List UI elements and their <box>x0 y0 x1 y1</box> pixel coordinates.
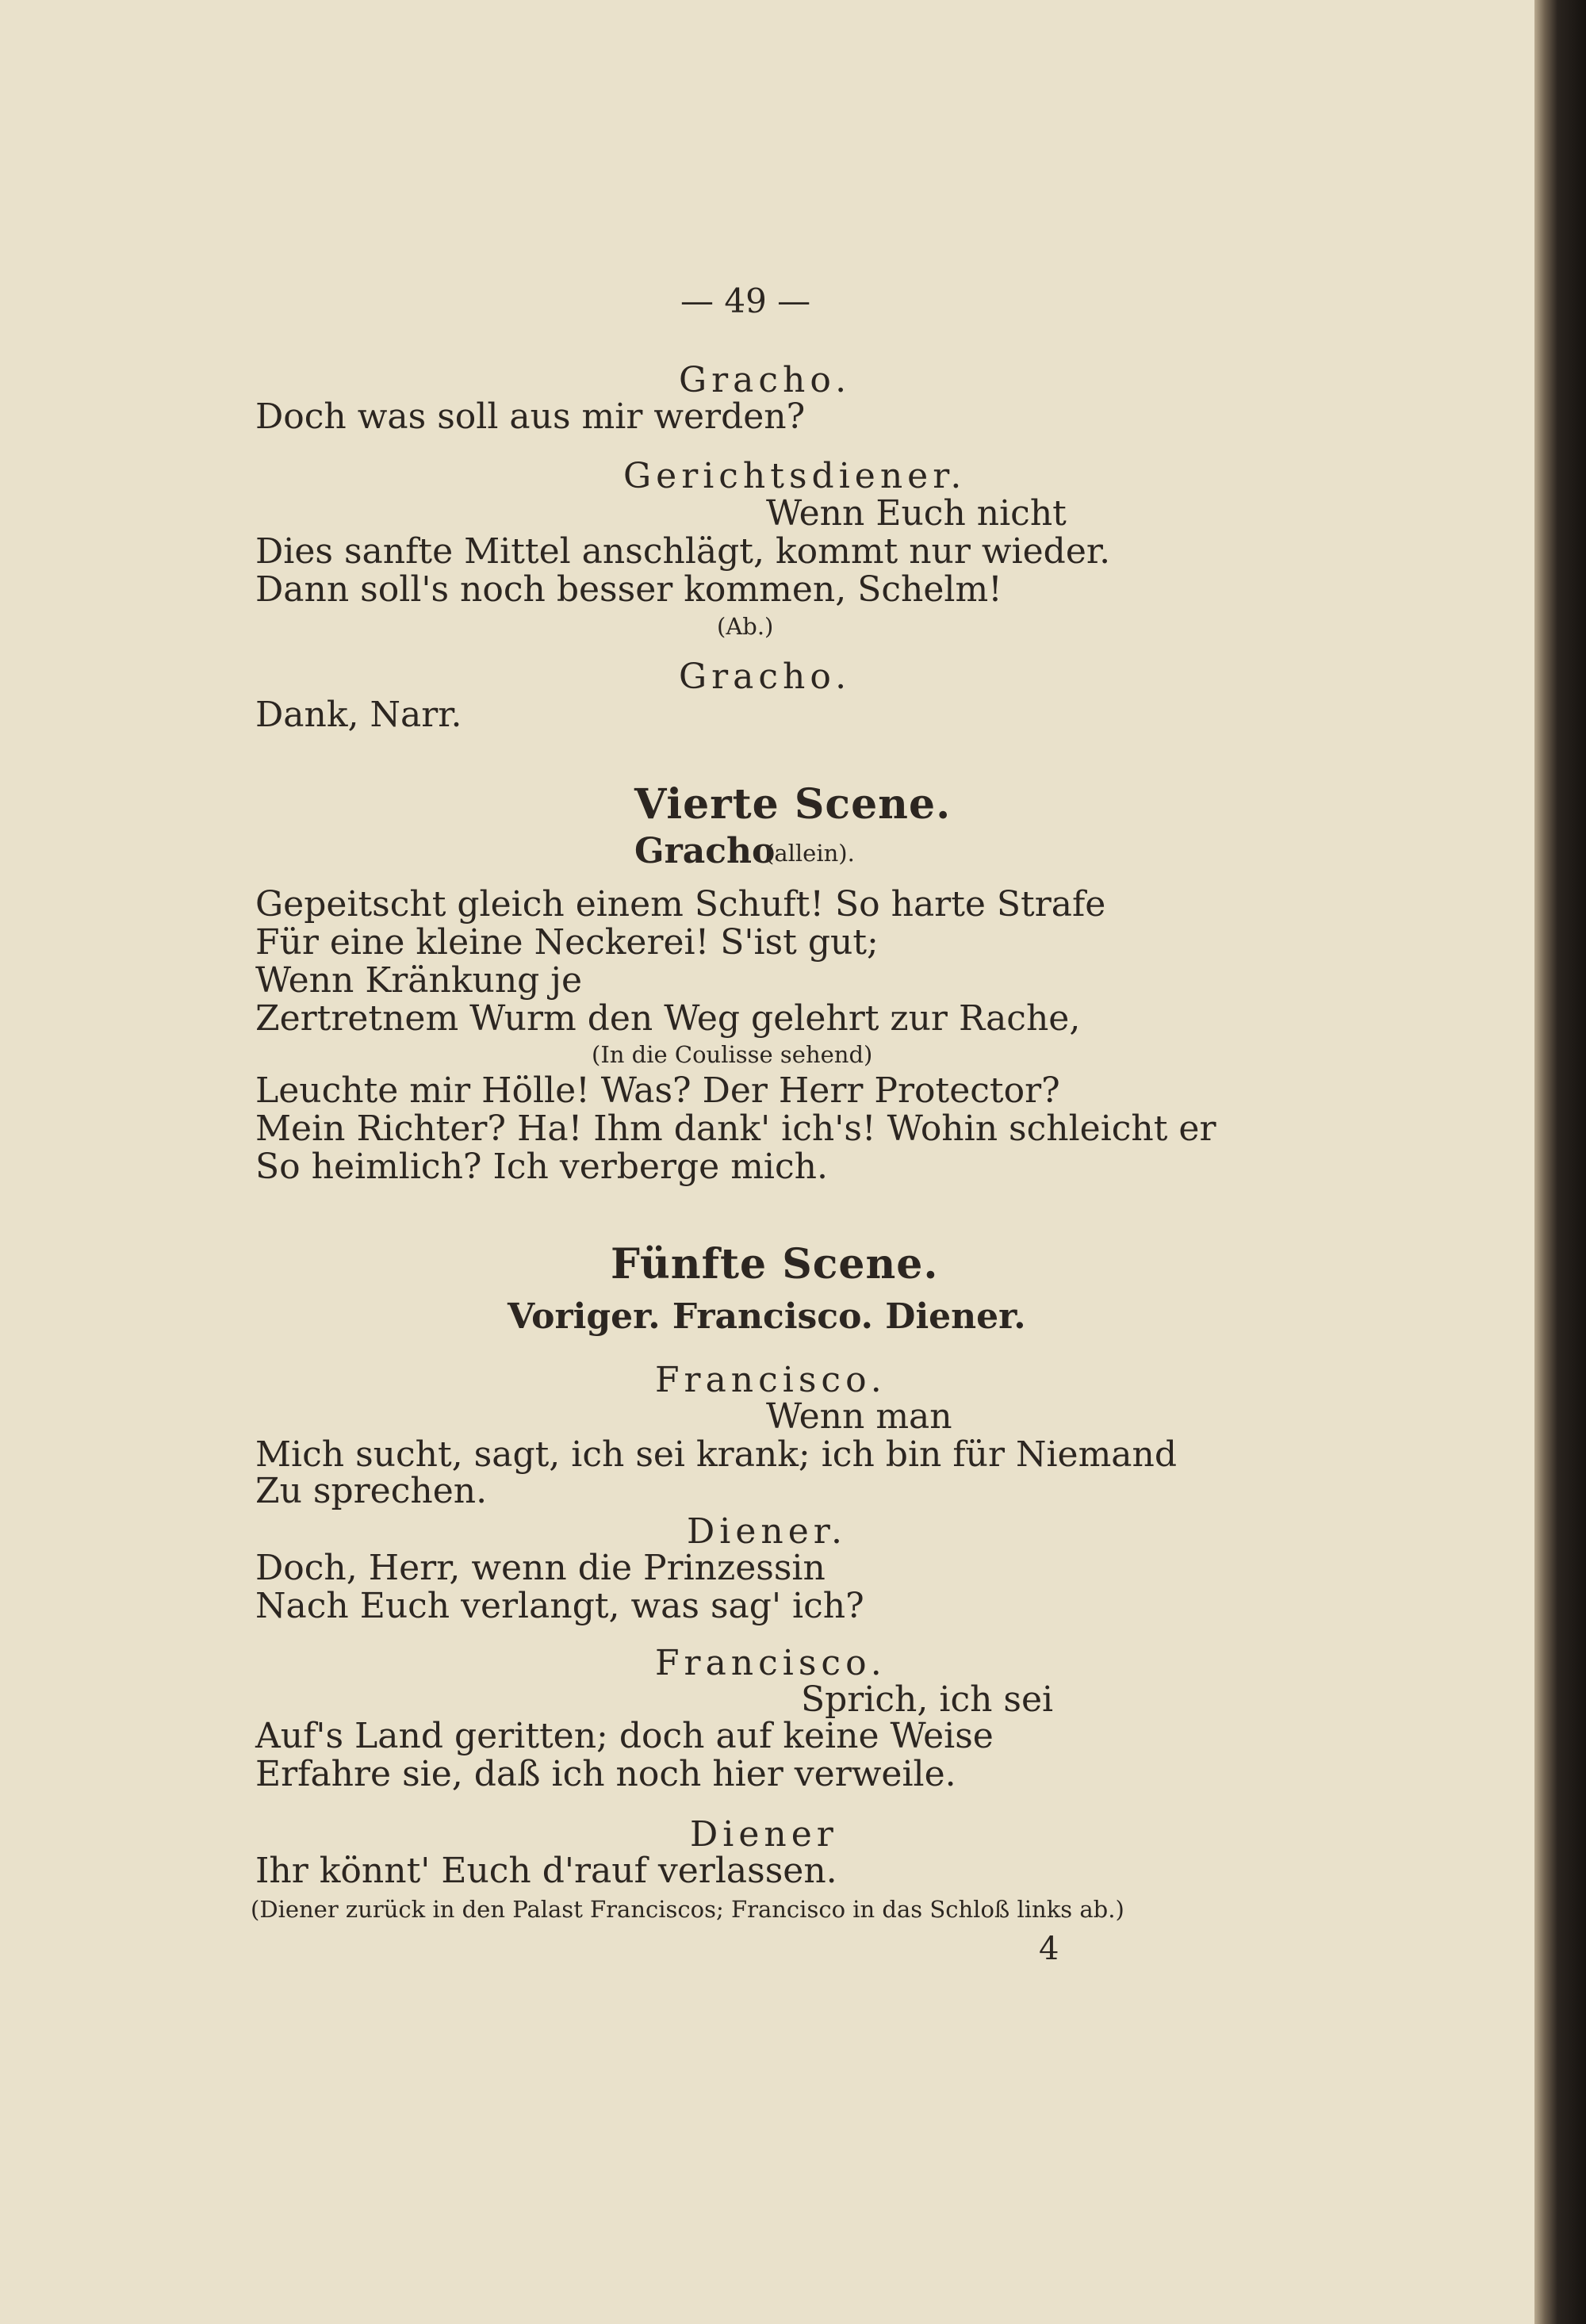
stage-direction: (In die Coulisse sehend) <box>592 1041 873 1068</box>
verse-line: Leuchte mir Hölle! Was? Der Herr Protector? <box>255 1070 1060 1111</box>
stage-direction: (Diener zurück in den Palast Franciscos; Francisco in das Schloß links ab.) <box>251 1896 1124 1923</box>
signature-mark: 4 <box>1039 1931 1059 1967</box>
character-list: Voriger. Francisco. Diener. <box>508 1296 1026 1337</box>
verse-line: Zu sprechen. <box>255 1471 488 1511</box>
book-spine <box>1534 0 1586 2324</box>
speaker-francisco: Francisco. <box>655 1360 887 1400</box>
verse-line: Erfahre sie, daß ich noch hier verweile. <box>255 1754 956 1794</box>
verse-line: So heimlich? Ich verberge mich. <box>255 1147 828 1187</box>
speaker-diener: Diener <box>690 1814 838 1855</box>
scene-heading: Vierte Scene. <box>634 780 952 829</box>
scene-heading: Fünfte Scene. <box>611 1240 939 1288</box>
speaker-gerichtsdiener: Gerichtsdiener. <box>623 456 967 496</box>
speaker-francisco: Francisco. <box>655 1643 887 1683</box>
stage-direction: (Ab.) <box>717 613 774 640</box>
speaker-gracho: Gracho. <box>679 360 852 400</box>
verse-line: Dann soll's noch besser kommen, Schelm! <box>255 569 1002 610</box>
verse-line: Doch, Herr, wenn die Prinzessin <box>255 1548 826 1588</box>
verse-line: Mein Richter? Ha! Ihm dank' ich's! Wohin schleicht er <box>255 1108 1216 1149</box>
verse-line: Nach Euch verlangt, was sag' ich? <box>255 1586 864 1626</box>
character-heading: Gracho <box>634 831 776 871</box>
speaker-diener: Diener. <box>687 1511 847 1552</box>
verse-line: Wenn man <box>766 1396 952 1437</box>
page-number: — 49 — <box>680 281 811 320</box>
verse-line: Wenn Euch nicht <box>766 493 1067 534</box>
verse-line: Ihr könnt' Euch d'rauf verlassen. <box>255 1851 837 1891</box>
verse-line: Mich sucht, sagt, ich sei krank; ich bin für Niemand <box>255 1434 1178 1475</box>
verse-line: Gepeitscht gleich einem Schuft! So harte Strafe <box>255 884 1106 925</box>
verse-line: Wenn Kränkung je <box>255 960 582 1001</box>
verse-line: Zertretnem Wurm den Weg gelehrt zur Rache, <box>255 998 1081 1039</box>
verse-line: Für eine kleine Neckerei! S'ist gut; <box>255 922 879 963</box>
verse-line: Doch was soll aus mir werden? <box>255 396 806 437</box>
verse-line: Dies sanfte Mittel anschlägt, kommt nur wieder. <box>255 531 1111 572</box>
stage-direction: (allein). <box>765 840 855 867</box>
verse-line: Auf's Land geritten; doch auf keine Weise <box>255 1716 994 1756</box>
verse-line: Dank, Narr. <box>255 695 462 735</box>
speaker-gracho: Gracho. <box>679 657 852 697</box>
verse-line: Sprich, ich sei <box>801 1679 1054 1720</box>
